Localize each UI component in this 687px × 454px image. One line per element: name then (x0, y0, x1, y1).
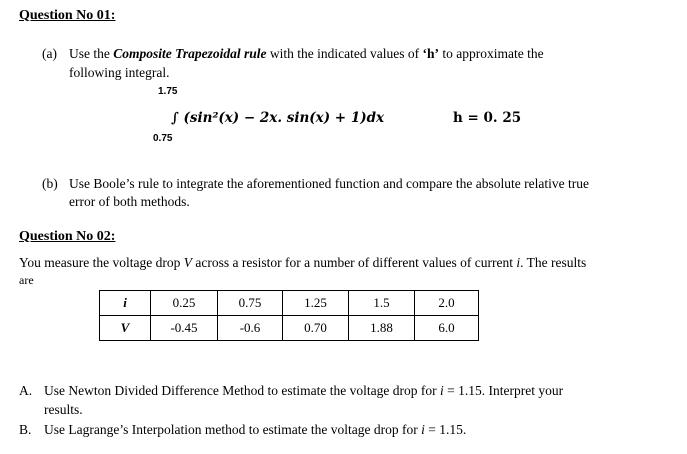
step-size: h = 0. 25 (453, 110, 522, 126)
item-a-line-2: results. (44, 402, 83, 417)
table-cell: -0.45 (151, 316, 218, 341)
item-a-var: i (440, 383, 444, 398)
row-v-label: V (100, 316, 151, 341)
intro-mid: across a resistor for a number of different values of current (191, 255, 517, 270)
part-a-line-1-pre: Use the (69, 46, 114, 61)
table-cell: 6.0 (415, 316, 479, 341)
question-2-heading: Question No 02: (19, 229, 116, 244)
part-a-line-1-mid: with the indicated values of (266, 46, 423, 61)
integral-lower-limit: 0.75 (153, 133, 173, 144)
table-cell: 1.5 (349, 291, 415, 316)
part-b-line-2: error of both methods. (69, 194, 190, 209)
item-a-pre: Use Newton Divided Difference Method to estimate the voltage drop for (44, 383, 441, 398)
table-cell: 1.25 (283, 291, 349, 316)
item-a-post: = 1.15. Interpret your (443, 383, 564, 398)
method-name: Composite Trapezoidal rule (113, 46, 267, 61)
item-b-pre: Use Lagrange’s Interpolation method to estimate the voltage drop for (44, 422, 422, 437)
question-2-intro (19, 253, 586, 272)
part-b-marker: (b) (42, 176, 58, 191)
part-a-line-1-post: to approximate the (438, 46, 544, 61)
intro-post: . The results (520, 255, 587, 270)
intro-pre: You measure the voltage drop (19, 255, 184, 270)
item-a-marker: A. (19, 383, 33, 398)
table-cell: 0.70 (283, 316, 349, 341)
row-i-label: i (100, 291, 151, 316)
table-row-i (100, 291, 479, 316)
table-cell: 2.0 (415, 291, 479, 316)
integral-expression: ∫ (sin²(x) − 2x. sin(x) + 1)dx (171, 110, 385, 126)
item-a-line-1 (44, 381, 563, 400)
intro-i: i (516, 255, 521, 270)
part-a-line-2: following integral. (69, 65, 170, 80)
table-cell: 0.75 (218, 291, 283, 316)
item-b-var: i (421, 422, 425, 437)
integral-upper-limit: 1.75 (158, 86, 178, 97)
part-b-line-1: Use Boole’s rule to integrate the aforementioned function and compare the absolute relative true (69, 176, 589, 191)
h-symbol: ‘h’ (422, 46, 439, 61)
table-row-v (100, 316, 479, 341)
item-b-line (44, 420, 466, 439)
intro-v: V (183, 255, 192, 270)
question-2-intro-line-2: are (19, 273, 34, 287)
item-b-marker: B. (19, 422, 32, 437)
table-cell: -0.6 (218, 316, 283, 341)
table-cell: 0.25 (151, 291, 218, 316)
part-a-line-1 (69, 44, 544, 63)
data-table (99, 290, 479, 341)
question-1-heading: Question No 01: (19, 8, 116, 23)
table-cell: 1.88 (349, 316, 415, 341)
item-b-post: = 1.15. (424, 422, 467, 437)
part-a-marker: (a) (42, 46, 57, 61)
